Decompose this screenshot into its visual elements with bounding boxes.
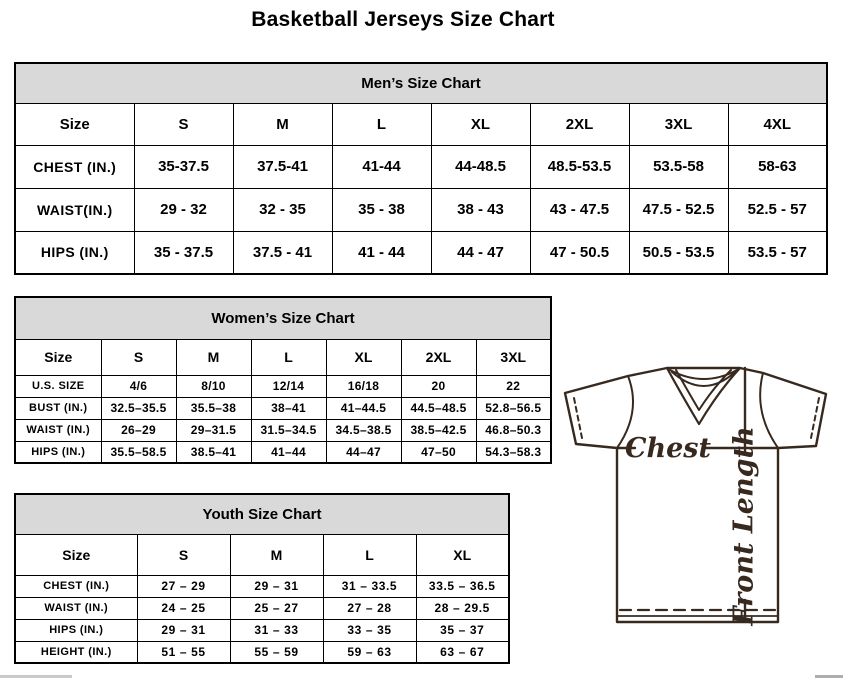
jersey-measurement-diagram bbox=[558, 360, 838, 664]
table-cell: 35.5–38 bbox=[176, 397, 251, 419]
horizontal-scrollbar-end[interactable] bbox=[815, 675, 843, 678]
table-cell: 35 - 38 bbox=[332, 188, 431, 231]
column-header: XL bbox=[326, 339, 401, 375]
table-cell: 31.5–34.5 bbox=[251, 419, 326, 441]
table-row bbox=[15, 597, 509, 619]
table-cell: 50.5 - 53.5 bbox=[629, 231, 728, 274]
youth-table-header-row bbox=[15, 494, 509, 534]
column-header: M bbox=[230, 534, 323, 575]
table-cell: 31 – 33 bbox=[230, 619, 323, 641]
jersey-outline bbox=[565, 368, 826, 622]
table-cell: 41–44 bbox=[251, 441, 326, 463]
table-cell: 33.5 – 36.5 bbox=[416, 575, 509, 597]
table-cell: 32.5–35.5 bbox=[101, 397, 176, 419]
right-shoulder-seam bbox=[760, 373, 778, 448]
table-cell: 35.5–58.5 bbox=[101, 441, 176, 463]
table-cell: 51 – 55 bbox=[137, 641, 230, 663]
size-header-cell: Size bbox=[15, 339, 101, 375]
table-row bbox=[15, 188, 827, 231]
column-header: M bbox=[233, 103, 332, 145]
table-row bbox=[15, 441, 551, 463]
table-cell: 63 – 67 bbox=[416, 641, 509, 663]
womens-size-header-row bbox=[15, 339, 551, 375]
table-cell: 47.5 - 52.5 bbox=[629, 188, 728, 231]
horizontal-scrollbar-thumb[interactable] bbox=[0, 675, 72, 678]
table-row bbox=[15, 397, 551, 419]
left-sleeve-dash bbox=[574, 398, 582, 438]
table-cell: 29 - 32 bbox=[134, 188, 233, 231]
table-cell: 52.8–56.5 bbox=[476, 397, 551, 419]
table-cell: 35 – 37 bbox=[416, 619, 509, 641]
table-cell: 38.5–42.5 bbox=[401, 419, 476, 441]
table-cell: 33 – 35 bbox=[323, 619, 416, 641]
table-cell: 43 - 47.5 bbox=[530, 188, 629, 231]
row-label: HIPS (IN.) bbox=[15, 441, 101, 463]
table-cell: 34.5–38.5 bbox=[326, 419, 401, 441]
table-cell: 29 – 31 bbox=[230, 575, 323, 597]
table-cell: 58-63 bbox=[728, 145, 827, 188]
table-cell: 22 bbox=[476, 375, 551, 397]
table-cell: 54.3–58.3 bbox=[476, 441, 551, 463]
size-header-cell: Size bbox=[15, 103, 134, 145]
mens-table-header-row bbox=[15, 63, 827, 103]
row-label: U.S. SIZE bbox=[15, 375, 101, 397]
table-cell: 37.5-41 bbox=[233, 145, 332, 188]
table-cell: 55 – 59 bbox=[230, 641, 323, 663]
chest-label: Chest bbox=[625, 433, 711, 464]
youth-size-header-row bbox=[15, 534, 509, 575]
table-cell: 37.5 - 41 bbox=[233, 231, 332, 274]
mens-size-header-row bbox=[15, 103, 827, 145]
row-label: HIPS (IN.) bbox=[15, 231, 134, 274]
row-label: CHEST (IN.) bbox=[15, 575, 137, 597]
table-cell: 47–50 bbox=[401, 441, 476, 463]
table-cell: 53.5-58 bbox=[629, 145, 728, 188]
table-cell: 52.5 - 57 bbox=[728, 188, 827, 231]
womens-size-table bbox=[14, 296, 552, 464]
table-row bbox=[15, 231, 827, 274]
table-cell: 41-44 bbox=[332, 145, 431, 188]
youth-table-title: Youth Size Chart bbox=[15, 494, 509, 534]
table-cell: 26–29 bbox=[101, 419, 176, 441]
column-header: XL bbox=[416, 534, 509, 575]
table-cell: 31 – 33.5 bbox=[323, 575, 416, 597]
table-cell: 35 - 37.5 bbox=[134, 231, 233, 274]
table-row bbox=[15, 641, 509, 663]
row-label: HIPS (IN.) bbox=[15, 619, 137, 641]
column-header: M bbox=[176, 339, 251, 375]
table-row bbox=[15, 375, 551, 397]
table-cell: 25 – 27 bbox=[230, 597, 323, 619]
table-cell: 12/14 bbox=[251, 375, 326, 397]
youth-size-table bbox=[14, 493, 510, 664]
table-cell: 27 – 29 bbox=[137, 575, 230, 597]
column-header: S bbox=[137, 534, 230, 575]
table-cell: 46.8–50.3 bbox=[476, 419, 551, 441]
column-header: 2XL bbox=[530, 103, 629, 145]
table-cell: 35-37.5 bbox=[134, 145, 233, 188]
table-cell: 8/10 bbox=[176, 375, 251, 397]
table-cell: 38 - 43 bbox=[431, 188, 530, 231]
column-header: 4XL bbox=[728, 103, 827, 145]
table-cell: 44–47 bbox=[326, 441, 401, 463]
column-header: XL bbox=[431, 103, 530, 145]
front-length-label: Front Length bbox=[728, 426, 760, 626]
table-cell: 28 – 29.5 bbox=[416, 597, 509, 619]
column-header: 2XL bbox=[401, 339, 476, 375]
size-header-cell: Size bbox=[15, 534, 137, 575]
table-cell: 48.5-53.5 bbox=[530, 145, 629, 188]
row-label: WAIST (IN.) bbox=[15, 597, 137, 619]
row-label: BUST (IN.) bbox=[15, 397, 101, 419]
column-header: 3XL bbox=[476, 339, 551, 375]
column-header: S bbox=[101, 339, 176, 375]
column-header: L bbox=[251, 339, 326, 375]
table-cell: 41–44.5 bbox=[326, 397, 401, 419]
row-label: WAIST (IN.) bbox=[15, 419, 101, 441]
table-row bbox=[15, 619, 509, 641]
table-cell: 44 - 47 bbox=[431, 231, 530, 274]
column-header: 3XL bbox=[629, 103, 728, 145]
column-header: L bbox=[323, 534, 416, 575]
table-cell: 27 – 28 bbox=[323, 597, 416, 619]
column-header: L bbox=[332, 103, 431, 145]
table-cell: 38–41 bbox=[251, 397, 326, 419]
page-title: Basketball Jerseys Size Chart bbox=[251, 8, 555, 31]
table-cell: 38.5–41 bbox=[176, 441, 251, 463]
table-cell: 47 - 50.5 bbox=[530, 231, 629, 274]
table-cell: 41 - 44 bbox=[332, 231, 431, 274]
table-cell: 44-48.5 bbox=[431, 145, 530, 188]
column-header: S bbox=[134, 103, 233, 145]
table-cell: 4/6 bbox=[101, 375, 176, 397]
table-cell: 20 bbox=[401, 375, 476, 397]
row-label: CHEST (IN.) bbox=[15, 145, 134, 188]
table-cell: 32 - 35 bbox=[233, 188, 332, 231]
table-cell: 29–31.5 bbox=[176, 419, 251, 441]
womens-table-title: Women’s Size Chart bbox=[15, 297, 551, 339]
table-row bbox=[15, 145, 827, 188]
table-cell: 29 – 31 bbox=[137, 619, 230, 641]
mens-size-table bbox=[14, 62, 828, 275]
table-cell: 44.5–48.5 bbox=[401, 397, 476, 419]
table-cell: 53.5 - 57 bbox=[728, 231, 827, 274]
table-cell: 59 – 63 bbox=[323, 641, 416, 663]
table-cell: 16/18 bbox=[326, 375, 401, 397]
table-cell: 24 – 25 bbox=[137, 597, 230, 619]
womens-table-header-row bbox=[15, 297, 551, 339]
mens-table-title: Men’s Size Chart bbox=[15, 63, 827, 103]
row-label: WAIST(IN.) bbox=[15, 188, 134, 231]
row-label: HEIGHT (IN.) bbox=[15, 641, 137, 663]
table-row bbox=[15, 575, 509, 597]
table-row bbox=[15, 419, 551, 441]
